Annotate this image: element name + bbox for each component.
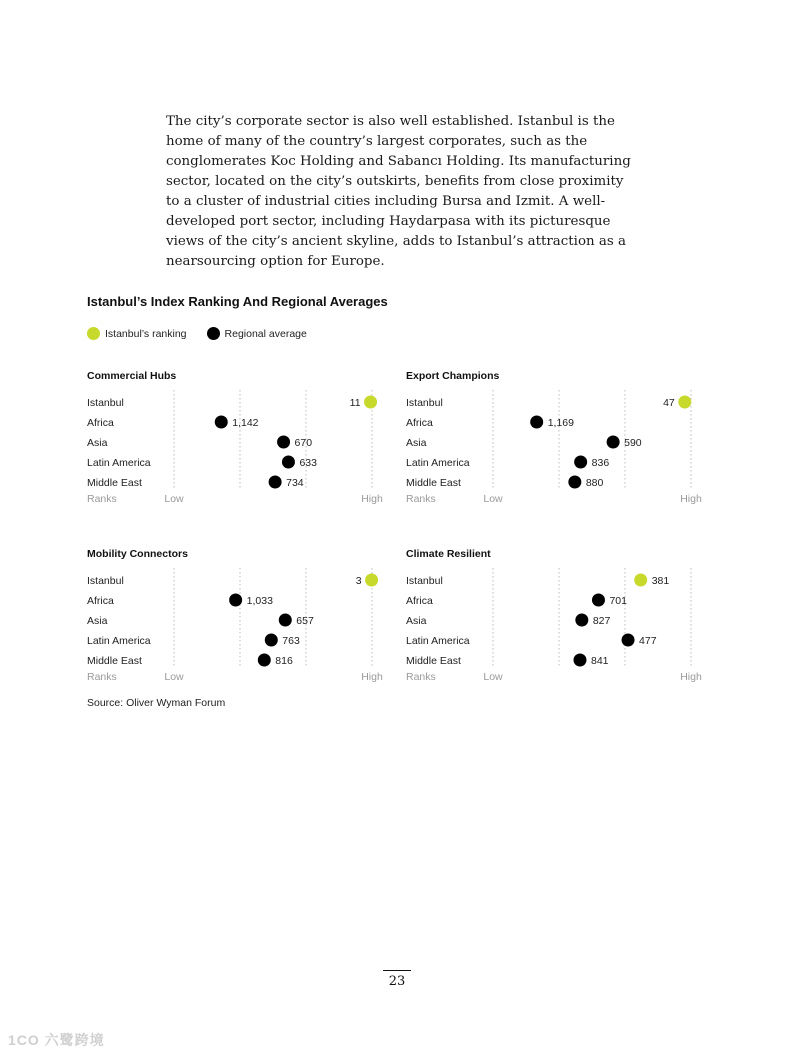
regional-average-point [215, 416, 228, 429]
row-label: Asia [406, 615, 427, 627]
regional-average-point [622, 634, 635, 647]
watermark-logo: 1CO 六鹭跨境 [8, 1032, 105, 1048]
regional-average-point [530, 416, 543, 429]
data-label: 11 [349, 397, 361, 409]
figure-title: Istanbul’s Index Ranking And Regional Averages [87, 294, 388, 309]
row-label: Africa [87, 417, 114, 429]
chart-title: Mobility Connectors [87, 548, 188, 560]
regional-average-point [277, 436, 290, 449]
row-label: Africa [87, 595, 114, 607]
row-label: Latin America [406, 457, 470, 469]
chart-commercial-hubs [87, 367, 387, 512]
regional-average-point [573, 654, 586, 667]
axis-label-ranks: Ranks [87, 493, 117, 505]
row-label: Africa [406, 417, 433, 429]
regional-average-point [282, 456, 295, 469]
row-label: Latin America [406, 635, 470, 647]
axis-label-low: Low [483, 671, 503, 683]
intro-paragraph: The city’s corporate sector is also well established. Istanbul is the home of many of the country’s largest corporates, such as the conglomerates Koc Holding and Sabancı Holding. Its manufacturing sector, located on the city’s outskirts, benefits from close proximity to a cluster of industrial cities including Bursa and Izmit. A well-developed port sector, including Haydarpasa with its picturesque views of the city’s ancient skyline, adds to Istanbul’s attraction as a nearsourcing option for Europe. [166, 114, 631, 269]
legend-item-istanbul [87, 327, 187, 340]
legend-istanbul-label: Istanbul’s ranking [105, 327, 187, 340]
data-label: 3 [355, 575, 362, 587]
row-label: Middle East [87, 477, 142, 489]
data-label: 657 [296, 615, 314, 627]
row-label: Middle East [406, 477, 461, 489]
chart-export-champions [406, 367, 706, 512]
source-note: Source: Oliver Wyman Forum [87, 697, 226, 709]
regional-average-point [258, 654, 271, 667]
axis-label-ranks: Ranks [87, 671, 117, 683]
data-label: 381 [651, 575, 670, 587]
row-label: Istanbul [406, 575, 443, 587]
istanbul-rank-point [364, 396, 377, 409]
legend [87, 327, 327, 340]
axis-label-high: High [680, 493, 702, 505]
axis-label-low: Low [164, 493, 184, 505]
axis-label-high: High [361, 493, 383, 505]
data-label: 47 [663, 397, 675, 409]
row-label: Istanbul [87, 397, 124, 409]
axis-label-high: High [361, 671, 383, 683]
row-label: Asia [87, 437, 108, 449]
chart-title: Climate Resilient [406, 548, 491, 560]
data-label: 590 [624, 437, 642, 449]
legend-item-regional [207, 327, 307, 340]
chart-panel-mobility-connectors [87, 545, 387, 690]
data-label: 880 [585, 477, 604, 489]
axis-label-low: Low [164, 671, 184, 683]
row-label: Latin America [87, 635, 151, 647]
data-label: 734 [286, 477, 304, 489]
istanbul-rank-point [365, 574, 378, 587]
legend-regional-dot-icon [207, 327, 220, 340]
data-label: 1,033 [246, 595, 273, 607]
data-label: 827 [592, 615, 611, 627]
regional-average-point [607, 436, 620, 449]
row-label: Istanbul [406, 397, 443, 409]
data-label: 763 [282, 635, 300, 647]
data-label: 836 [591, 457, 610, 469]
legend-regional-label: Regional average [224, 327, 307, 340]
row-label: Middle East [87, 655, 142, 667]
regional-average-point [592, 594, 605, 607]
chart-mobility-connectors [87, 545, 387, 690]
data-label: 477 [639, 635, 657, 647]
data-label: 841 [590, 655, 609, 667]
istanbul-rank-point [678, 396, 691, 409]
data-label: 701 [609, 595, 627, 607]
data-label: 670 [294, 437, 313, 449]
chart-panel-commercial-hubs [87, 367, 387, 512]
axis-label-ranks: Ranks [406, 493, 436, 505]
axis-label-ranks: Ranks [406, 671, 436, 683]
chart-panel-climate-resilient [406, 545, 706, 690]
data-label: 1,169 [547, 417, 574, 429]
row-label: Africa [406, 595, 433, 607]
regional-average-point [269, 476, 282, 489]
chart-panel-export-champions [406, 367, 706, 512]
chart-climate-resilient [406, 545, 706, 690]
data-label: 1,142 [232, 417, 259, 429]
row-label: Latin America [87, 457, 151, 469]
page-number: 23 [383, 970, 411, 989]
row-label: Asia [87, 615, 108, 627]
axis-label-low: Low [483, 493, 503, 505]
regional-average-point [574, 456, 587, 469]
regional-average-point [229, 594, 242, 607]
chart-title: Commercial Hubs [87, 370, 177, 382]
row-label: Istanbul [87, 575, 124, 587]
legend-istanbul-dot-icon [87, 327, 100, 340]
regional-average-point [265, 634, 278, 647]
chart-title: Export Champions [406, 370, 500, 382]
data-label: 816 [275, 655, 293, 667]
regional-average-point [568, 476, 581, 489]
row-label: Middle East [406, 655, 461, 667]
data-label: 633 [299, 457, 317, 469]
regional-average-point [279, 614, 292, 627]
regional-average-point [575, 614, 588, 627]
row-label: Asia [406, 437, 427, 449]
istanbul-rank-point [634, 574, 647, 587]
axis-label-high: High [680, 671, 702, 683]
